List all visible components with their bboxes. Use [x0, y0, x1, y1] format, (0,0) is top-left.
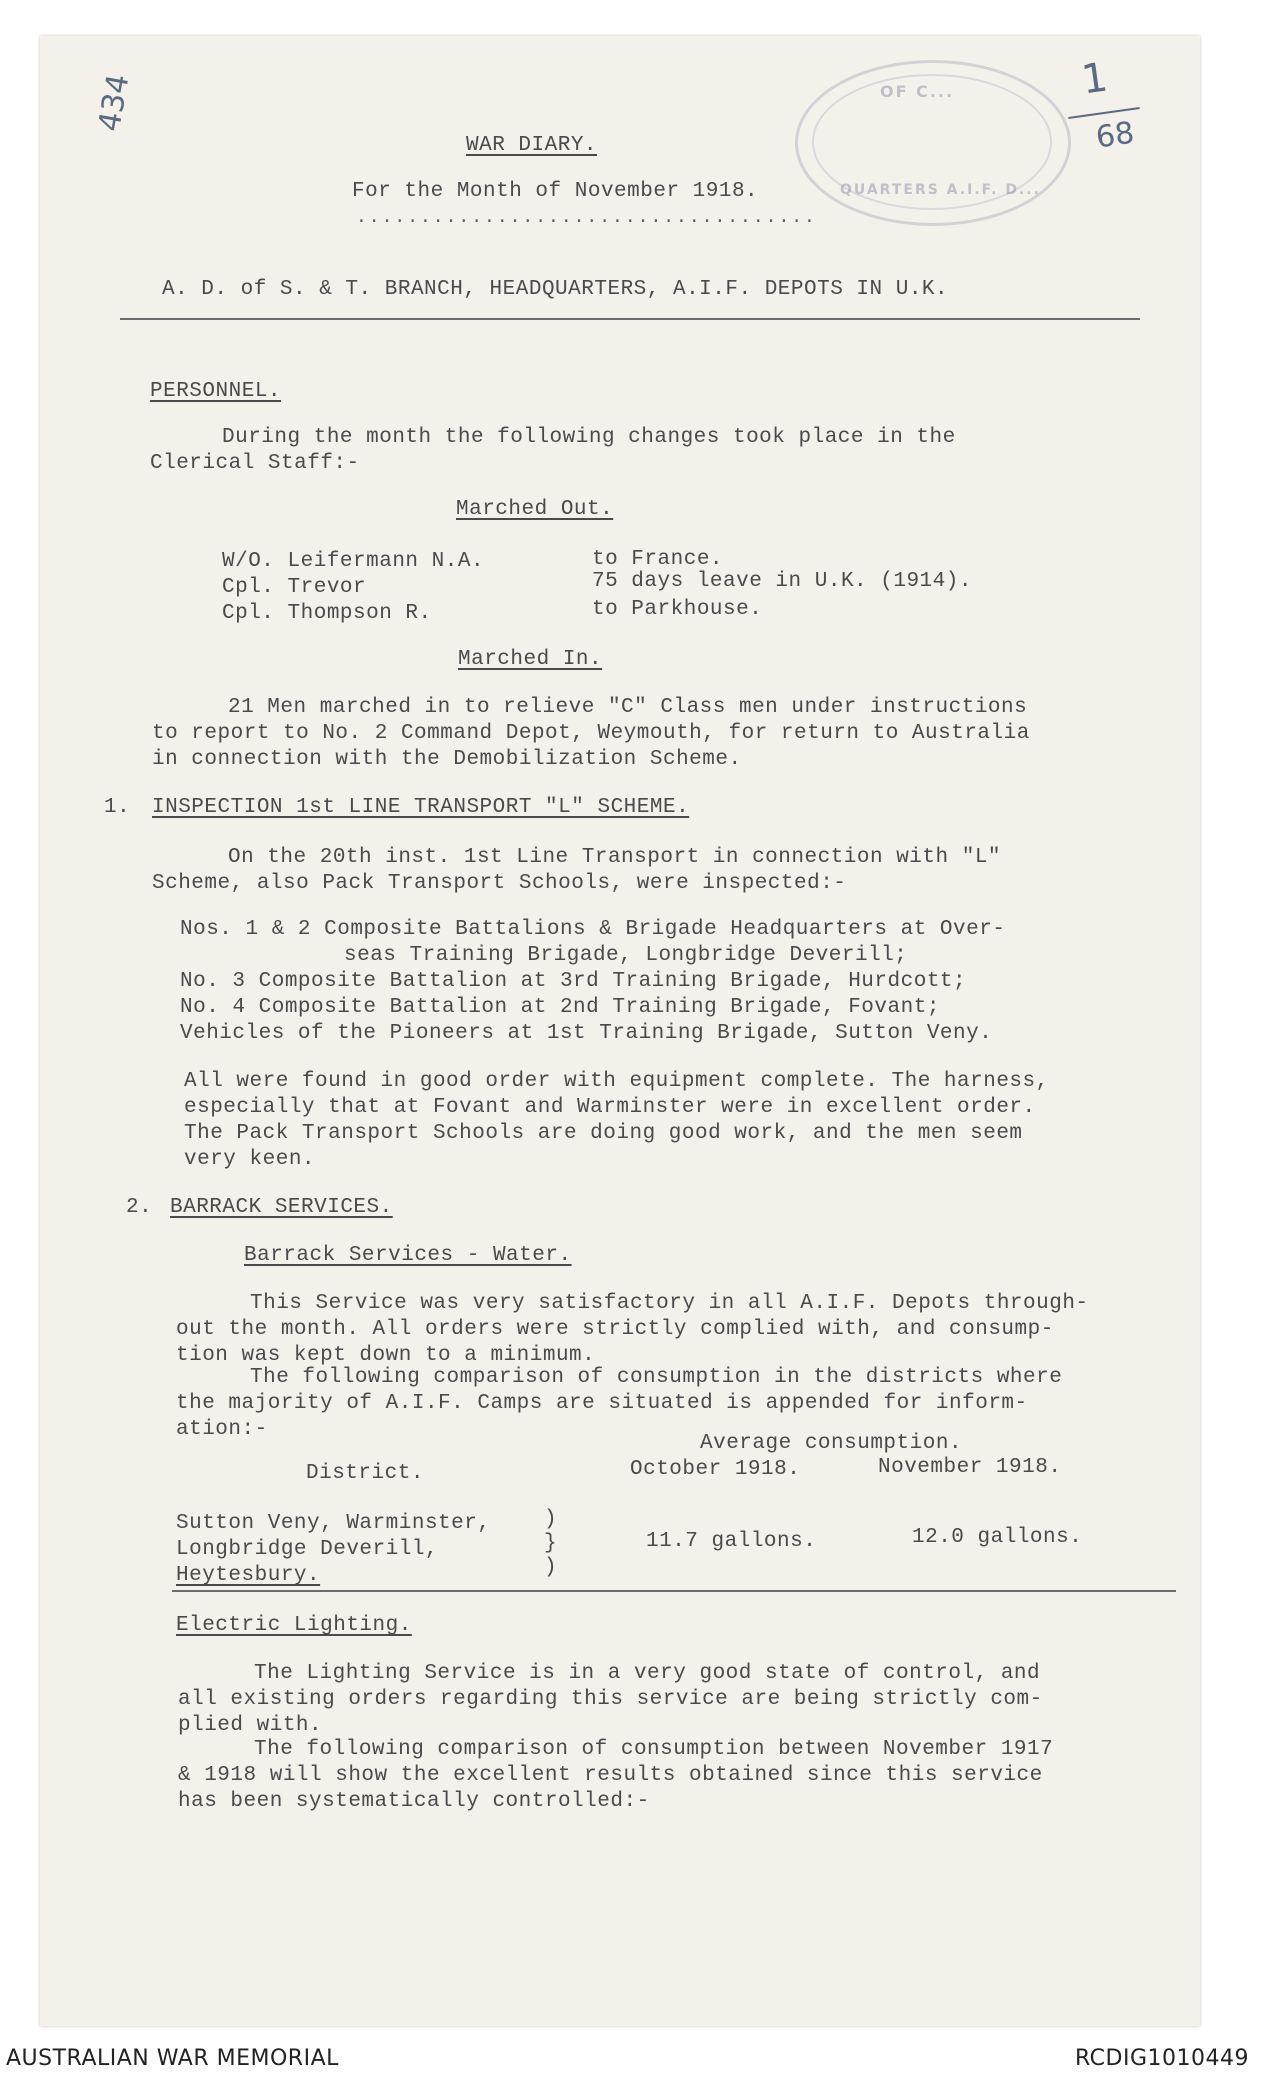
table-district-line: Heytesbury.	[176, 1564, 321, 1587]
water-line-1: This Service was very satisfactory in all A.I.F. Depots through-	[250, 1292, 1089, 1315]
electric-line-5: & 1918 will show the excellent results obtained since this service	[178, 1764, 1043, 1787]
electric-line-6: has been systematically controlled:-	[178, 1790, 650, 1813]
section-2-heading: BARRACK SERVICES.	[170, 1196, 393, 1219]
section-1-intro-line-2: Scheme, also Pack Transport Schools, were inspected:-	[152, 872, 847, 895]
footer-institution: AUSTRALIAN WAR MEMORIAL	[6, 2046, 339, 2071]
section-1-list-line-5: Vehicles of the Pioneers at 1st Training Brigade, Sutton Veny.	[180, 1022, 993, 1045]
water-line-4: The following comparison of consumption in the districts where	[250, 1366, 1063, 1389]
water-heading: Barrack Services - Water.	[244, 1244, 572, 1267]
marched-in-line-3: in connection with the Demobilization Scheme.	[152, 748, 742, 771]
marched-out-name: W/O. Leifermann N.A.	[222, 550, 485, 573]
personnel-heading: PERSONNEL.	[150, 380, 282, 403]
section-1-list-line-2: seas Training Brigade, Longbridge Deverill;	[344, 944, 908, 967]
table-group-header: Average consumption.	[700, 1432, 963, 1455]
section-1-number: 1.	[104, 796, 131, 819]
table-col-district: District.	[306, 1462, 424, 1485]
table-district-line: Sutton Veny, Warminster,	[176, 1512, 491, 1535]
footer-identifier: RCDIG1010449	[1074, 2046, 1249, 2071]
branch-line: A. D. of S. & T. BRANCH, HEADQUARTERS, A.I.F. DEPOTS IN U.K.	[162, 278, 949, 301]
marched-in-line-2: to report to No. 2 Command Depot, Weymouth, for return to Australia	[152, 722, 1030, 745]
marched-out-heading: Marched Out.	[456, 498, 614, 521]
folio-bottom: 68	[1093, 115, 1137, 156]
water-line-3: tion was kept down to a minimum.	[176, 1344, 596, 1367]
document-title: WAR DIARY.	[466, 134, 598, 157]
header-rule	[120, 318, 1140, 320]
section-2-number: 2.	[126, 1196, 153, 1219]
stamp-bottom-text: QUARTERS A.I.F. D...	[840, 182, 1041, 198]
section-1-intro-line-1: On the 20th inst. 1st Line Transport in connection with "L"	[228, 846, 1002, 869]
water-line-6: ation:-	[176, 1418, 268, 1441]
section-1-result-line-3: The Pack Transport Schools are doing good work, and the men seem	[184, 1122, 1023, 1145]
marched-out-destination: 75 days leave in U.K. (1914).	[592, 570, 972, 593]
electric-line-2: all existing orders regarding this service are being strictly com-	[178, 1688, 1043, 1711]
folio-top: 1	[1078, 54, 1111, 104]
month-line: For the Month of November 1918.	[352, 180, 759, 203]
section-1-result-line-1: All were found in good order with equipment complete. The harness,	[184, 1070, 1049, 1093]
personnel-intro-line-1: During the month the following changes took place in the	[222, 426, 956, 449]
table-bottom-rule	[172, 1590, 1176, 1592]
marched-out-name: Cpl. Thompson R.	[222, 602, 432, 625]
electric-heading: Electric Lighting.	[176, 1614, 412, 1637]
dotted-rule: ....................................	[356, 208, 817, 228]
marched-in-heading: Marched In.	[458, 648, 603, 671]
electric-line-4: The following comparison of consumption between November 1917	[254, 1738, 1054, 1761]
marched-out-destination: to Parkhouse.	[592, 598, 763, 621]
table-district-line: Longbridge Deverill,	[176, 1538, 439, 1561]
water-line-2: out the month. All orders were strictly complied with, and consump-	[176, 1318, 1054, 1341]
section-1-result-line-2: especially that at Fovant and Warminster were in excellent order.	[184, 1096, 1036, 1119]
water-line-5: the majority of A.I.F. Camps are situated is appended for inform-	[176, 1392, 1028, 1415]
marched-out-destination: to France.	[592, 548, 724, 571]
section-1-list-line-3: No. 3 Composite Battalion at 3rd Training Brigade, Hurdcott;	[180, 970, 967, 993]
table-col-october: October 1918.	[630, 1458, 801, 1481]
marched-in-line-1: 21 Men marched in to relieve "C" Class men under instructions	[228, 696, 1028, 719]
section-1-heading: INSPECTION 1st LINE TRANSPORT "L" SCHEME.	[152, 796, 690, 819]
electric-line-3: plied with.	[178, 1714, 323, 1737]
table-october-value: 11.7 gallons.	[646, 1530, 817, 1553]
personnel-intro-line-2: Clerical Staff:-	[150, 452, 360, 475]
marched-out-name: Cpl. Trevor	[222, 576, 367, 599]
table-november-value: 12.0 gallons.	[912, 1526, 1083, 1549]
electric-line-1: The Lighting Service is in a very good state of control, and	[254, 1662, 1041, 1685]
table-brace: ) } )	[544, 1508, 557, 1579]
section-1-list-line-1: Nos. 1 & 2 Composite Battalions & Brigade Headquarters at Over-	[180, 918, 1006, 941]
section-1-result-line-4: very keen.	[184, 1148, 316, 1171]
table-col-november: November 1918.	[878, 1456, 1062, 1479]
section-1-list-line-4: No. 4 Composite Battalion at 2nd Training Brigade, Fovant;	[180, 996, 940, 1019]
stamp-top-text: OF C...	[880, 82, 955, 101]
margin-number: 434	[92, 71, 137, 135]
